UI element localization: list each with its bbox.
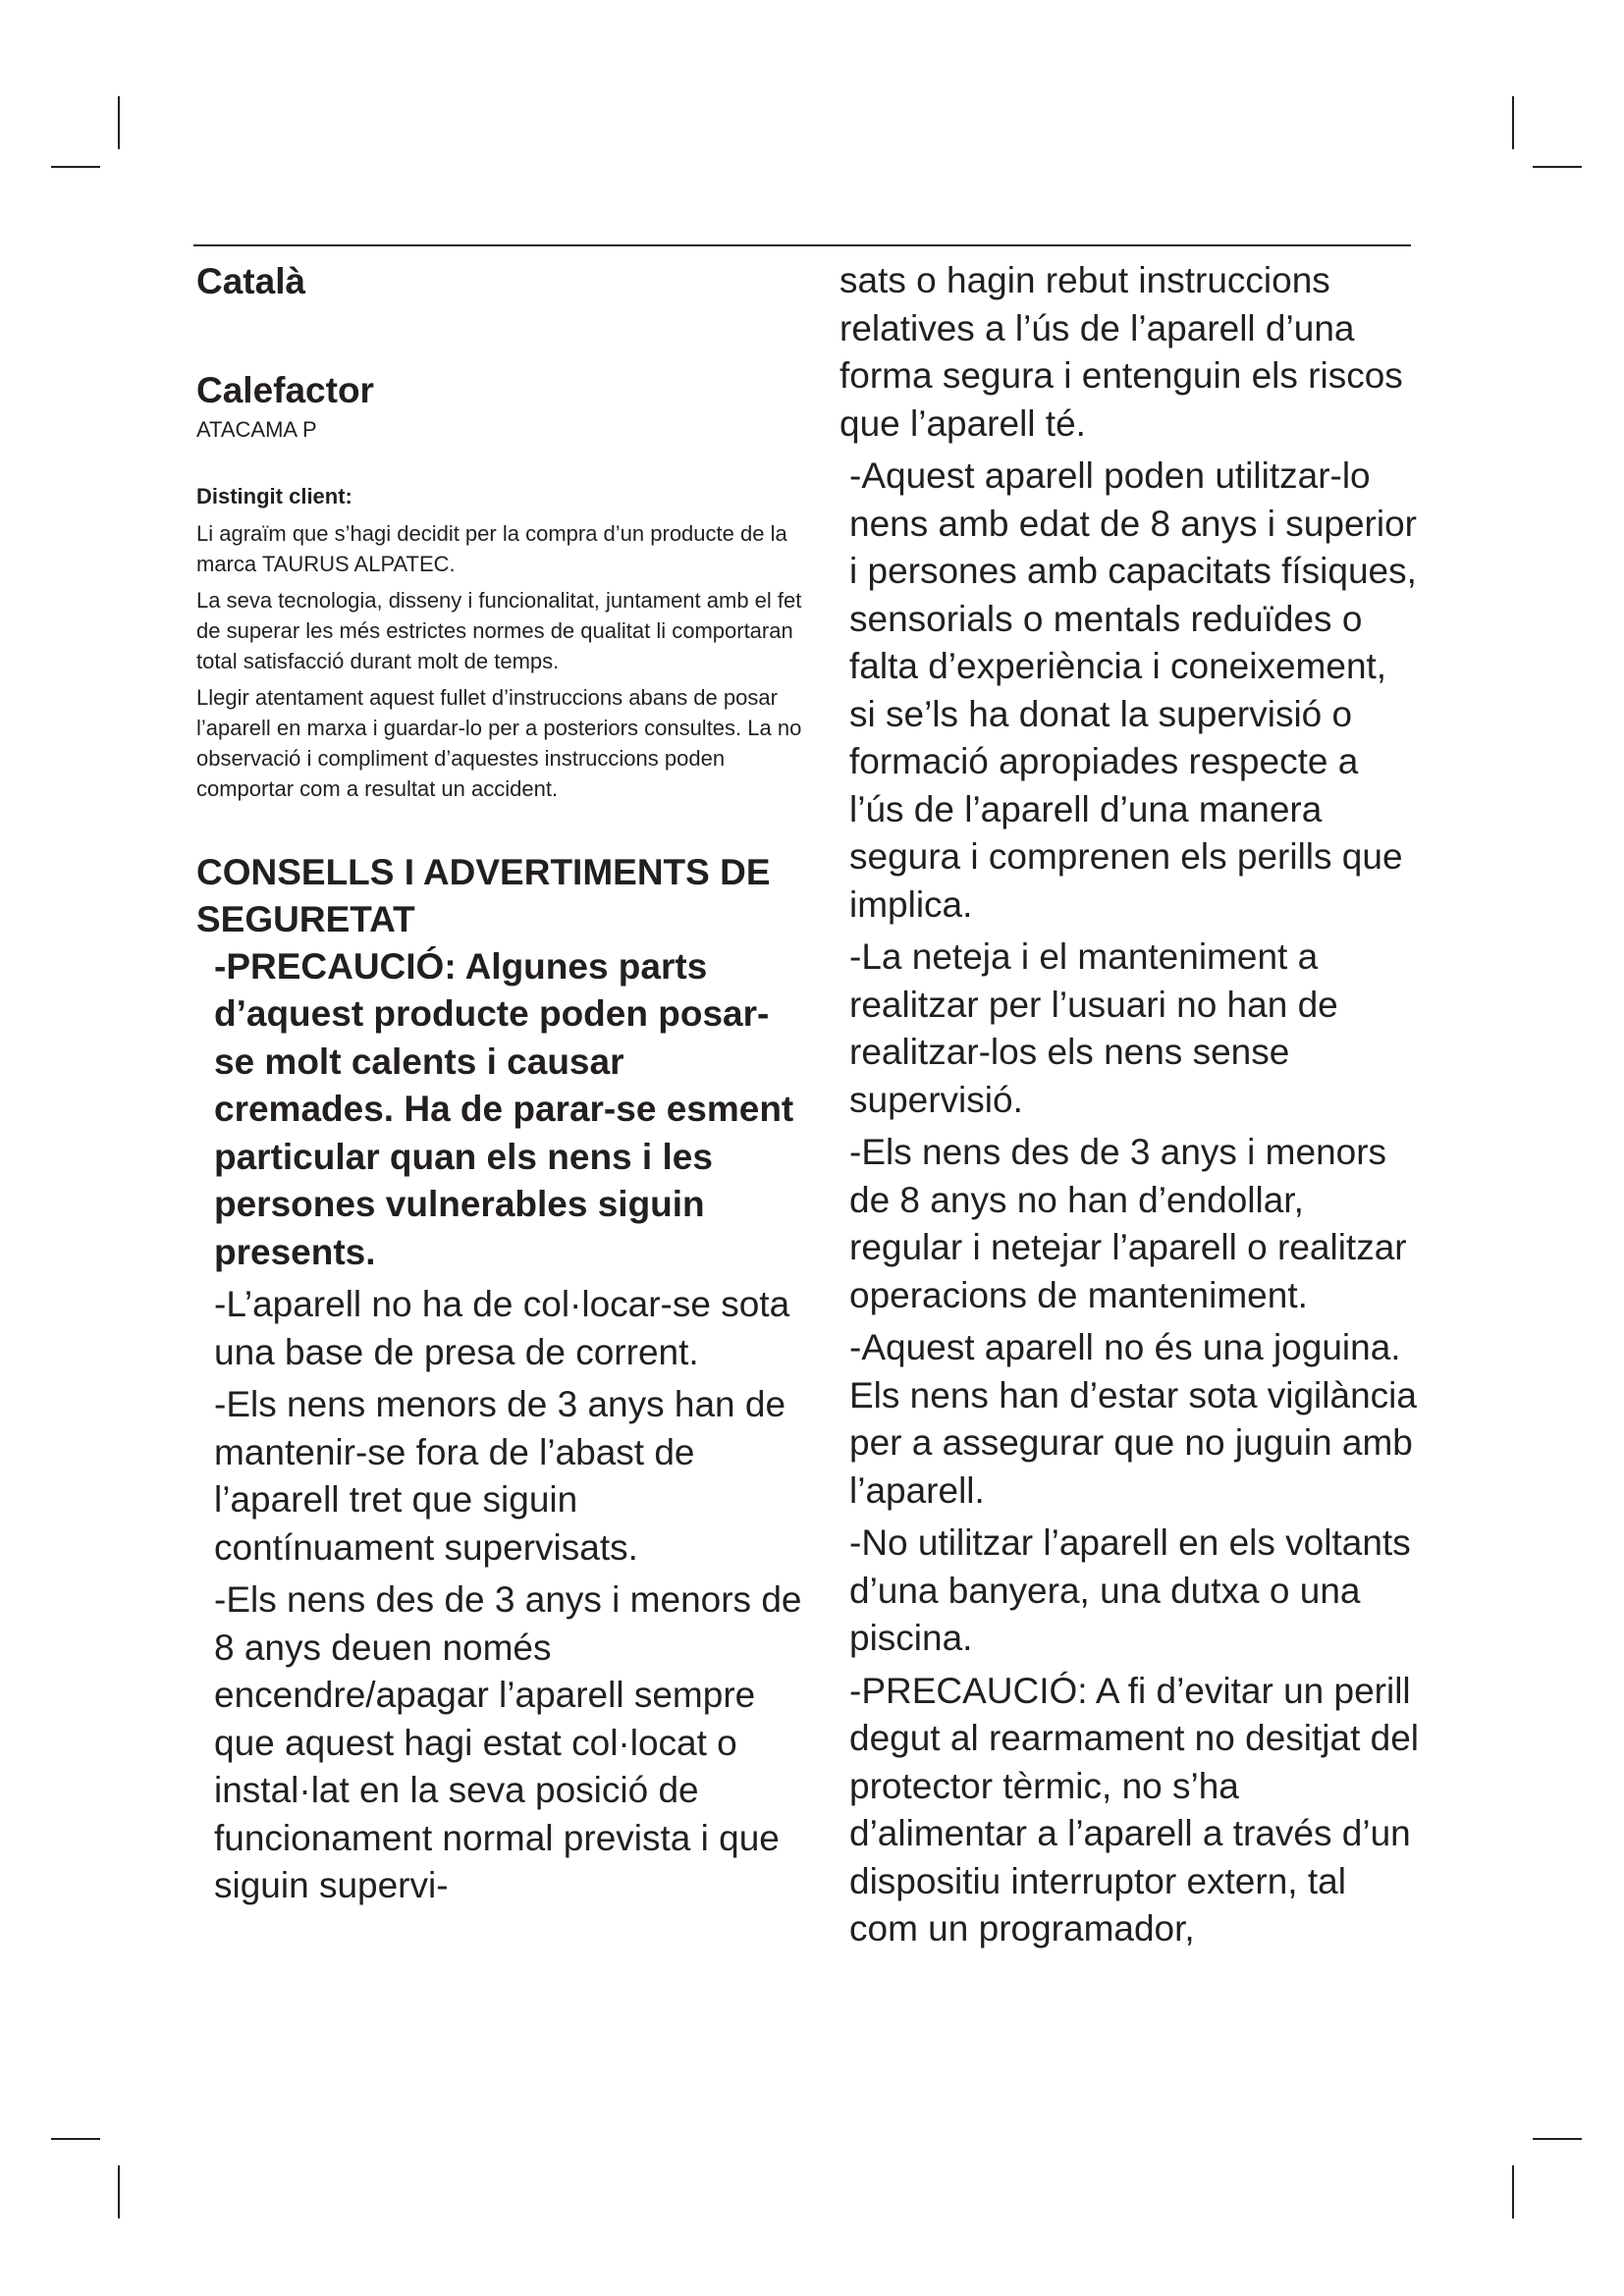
crop-mark-bottom-left-vertical [118,2165,120,2218]
safety-item: -L’aparell no ha de col·locar-se sota una base de presa de corrent. [214,1284,790,1372]
left-column [196,257,805,1915]
safety-item-caution: -PRECAUCIÓ: Algunes parts d’aquest producte poden posar-se molt calents i causar cremades. Ha de parar-se esment particular quan els nens i les persones vulnerables siguin presents. [214,945,794,1272]
crop-mark-top-right-vertical [1512,96,1514,149]
model-name: ATACAMA P [196,416,317,442]
greeting: Distingit client: [196,484,352,509]
safety-list-left [196,943,805,1910]
language-heading: Català [196,261,306,301]
safety-list-right [839,257,1419,1953]
intro-paragraph: La seva tecnologia, disseny i funcionalitat, juntament amb el fet de superar les més estrictes normes de qualitat li comportaran total satisfacció durant molt de temps. [196,587,802,673]
safety-item: -No utilitzar l’aparell en els voltants d’una banyera, una dutxa o una piscina. [849,1522,1411,1658]
intro-paragraph: Li agraïm que s’hagi decidit per la compra d’un producte de la marca TAURUS ALPATEC. [196,520,787,576]
product-title: Calefactor [196,370,374,411]
intro-paragraph: Llegir atentament aquest fullet d’instruccions abans de posar l’aparell en marxa i guardar-lo per a posteriors consultes. La no observació i compliment d’aquestes instruccions poden comportar com a resultat un accident. [196,684,802,801]
safety-item-caution-thermal: -PRECAUCIÓ: A fi d’evitar un perill degut al rearmament no desitjat del protector tèrmic, no s’ha d’alimentar a l’aparell a través d’un dispositiu interruptor extern, tal com un programador, [849,1670,1420,1949]
intro-text [196,518,805,804]
safety-item: -Aquest aparell poden utilitzar-lo nens amb edat de 8 anys i superior i persones amb capacitats físiques, sensorials o mentals reduïdes o falta d’experiència i coneixement, si se’ls ha donat la supervisió o formació apropiades respecte a l’ús de l’aparell d’una manera segura i comprenen els perills que implica. [849,455,1417,925]
crop-mark-bottom-right-vertical [1512,2165,1514,2218]
header-rule [193,244,1411,246]
crop-mark-bottom-right-horizontal [1533,2138,1582,2140]
safety-heading: CONSELLS I ADVERTIMENTS DE SEGURETAT [196,851,771,939]
safety-item: -Aquest aparell no és una joguina. Els nens han d’estar sota vigilància per a assegurar que no juguin amb l’aparell. [849,1327,1417,1511]
crop-mark-top-left-vertical [118,96,120,149]
crop-mark-bottom-left-horizontal [51,2138,100,2140]
safety-item-continued: sats o hagin rebut instruccions relatives a l’ús de l’aparell d’una forma segura i entenguin els riscos que l’aparell té. [839,260,1403,444]
right-column [839,257,1419,1958]
safety-item: -Els nens des de 3 anys i menors de 8 anys no han d’endollar, regular i netejar l’aparell o realitzar operacions de manteniment. [849,1132,1407,1315]
safety-item: -Els nens menors de 3 anys han de mantenir-se fora de l’abast de l’aparell tret que siguin contínuament supervisats. [214,1384,786,1568]
crop-mark-top-left-horizontal [51,166,100,168]
crop-mark-top-right-horizontal [1533,166,1582,168]
safety-item: -Els nens des de 3 anys i menors de 8 anys deuen només encendre/apagar l’aparell sempre que aquest hagi estat col·locat o instal·lat en la seva posició de funcionament normal prevista i que siguin supervi- [214,1579,802,1906]
safety-item: -La neteja i el manteniment a realitzar per l’usuari no han de realitzar-los els nens sense supervisió. [849,936,1338,1120]
